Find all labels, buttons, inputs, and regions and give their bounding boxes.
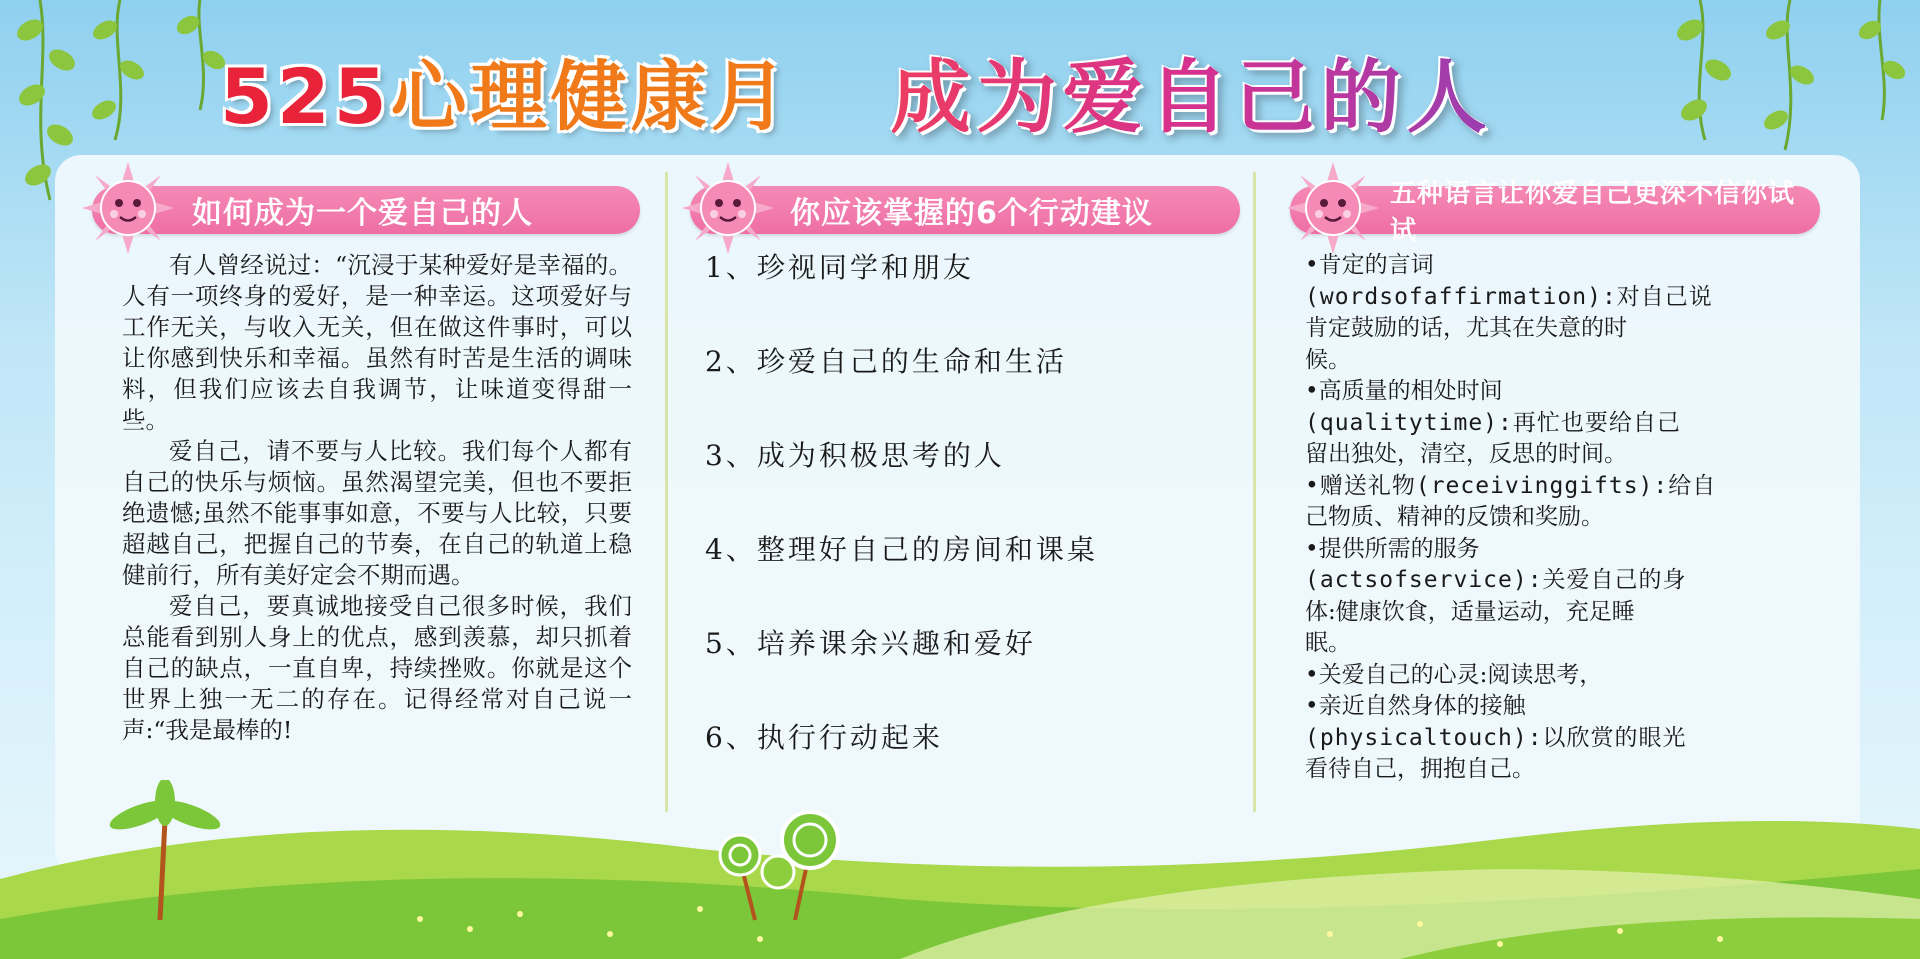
title-right: 成为爱自己的人 (891, 33, 1493, 148)
column-1-paragraph: 有人曾经说过：“沉浸于某种爱好是幸福的。人有一项终身的爱好，是一种幸运。这项爱好与工作无关，与收入无关，但在做这件事时，可以让你感到快乐和幸福。虽然有时苦是生活的调味料，但我们应该去自我调节，让味道变得甜一些。 (122, 251, 632, 434)
action-item: 4、整理好自己的房间和课桌 (705, 533, 1098, 566)
column-1-header-text: 如何成为一个爱自己的人 (192, 196, 533, 231)
column-divider-1 (665, 172, 668, 812)
title-left (220, 36, 791, 145)
love-language-line: (wordsofaffirmation):对自己说 (1305, 283, 1713, 310)
love-language-line: •亲近自然身体的接触 (1305, 693, 1526, 719)
action-item: 2、珍爱自己的生命和生活 (705, 345, 1067, 378)
love-language-line: 体:健康饮食，适量运动，充足睡 (1305, 598, 1635, 625)
love-language-line: •高质量的相处时间 (1305, 378, 1503, 404)
action-item: 6、执行行动起来 (705, 721, 943, 754)
title-left-text: 心理健康月 (390, 51, 791, 141)
action-item: 3、成为积极思考的人 (705, 439, 1005, 472)
action-item: 1、珍视同学和朋友 (705, 251, 974, 284)
palm-tree-icon (90, 780, 240, 930)
column-1-paragraph: 爱自己，要真诚地接受自己很多时候，我们总能看到别人身上的优点，感到羡慕，却只抓着自己的缺点，一直自卑，持续挫败。你就是这个世界上独一无二的存在。记得经常对自己说一声:“我是最棒的! (122, 592, 632, 744)
love-language-line: •关爱自己的心灵:阅读思考， (1305, 661, 1603, 688)
love-language-line: •提供所需的服务 (1305, 535, 1480, 562)
column-2-list (705, 248, 1225, 812)
love-language-line: 肯定鼓励的话，尤其在失意的时 (1305, 315, 1627, 341)
love-language-line: •肯定的言词 (1305, 252, 1434, 278)
love-language-line: (physicaltouch):以欣赏的眼光 (1305, 724, 1687, 751)
love-language-line: 候。 (1305, 346, 1351, 373)
column-3-header-text: 五种语言让你爱自己更深不信你试试 (1390, 179, 1796, 246)
action-item: 5、培养课余兴趣和爱好 (705, 627, 1036, 660)
love-language-line: 留出独处，清空，反思的时间。 (1305, 441, 1627, 467)
love-language-line: (qualitytime):再忙也要给自己 (1305, 409, 1681, 436)
column-1-paragraph: 爱自己，请不要与人比较。我们每个人都有自己的快乐与烦恼。虽然渴望完美，但也不要拒绝遗憾;虽然不能事事如意，不要与人比较，只要超越自己，把握自己的节奏，在自己的轨道上稳健前行，所有美好定会不期而遇。 (122, 437, 632, 589)
lollipop-tree-icon (700, 800, 860, 940)
column-divider-2 (1253, 172, 1256, 812)
grass-hills-decoration (0, 759, 1920, 959)
column-1-body (122, 250, 632, 746)
sun-face-icon-3 (1285, 160, 1381, 256)
column-3-body (1305, 250, 1815, 786)
sun-face-icon-2 (680, 160, 776, 256)
love-language-line: 己物质、精神的反馈和奖励。 (1305, 504, 1604, 530)
banner-title (220, 40, 1720, 144)
column-2-header-text: 你应该掌握的6个行动建议 (790, 196, 1153, 231)
sun-face-icon-1 (80, 160, 176, 256)
love-language-line: 眠。 (1305, 630, 1351, 656)
title-number: 525 (220, 51, 391, 141)
love-language-line: •赠送礼物(receivinggifts):给自 (1305, 472, 1717, 499)
love-language-line: 看待自己，拥抱自己。 (1305, 756, 1535, 782)
love-language-line: (actsofservice):关爱自己的身 (1305, 567, 1687, 593)
